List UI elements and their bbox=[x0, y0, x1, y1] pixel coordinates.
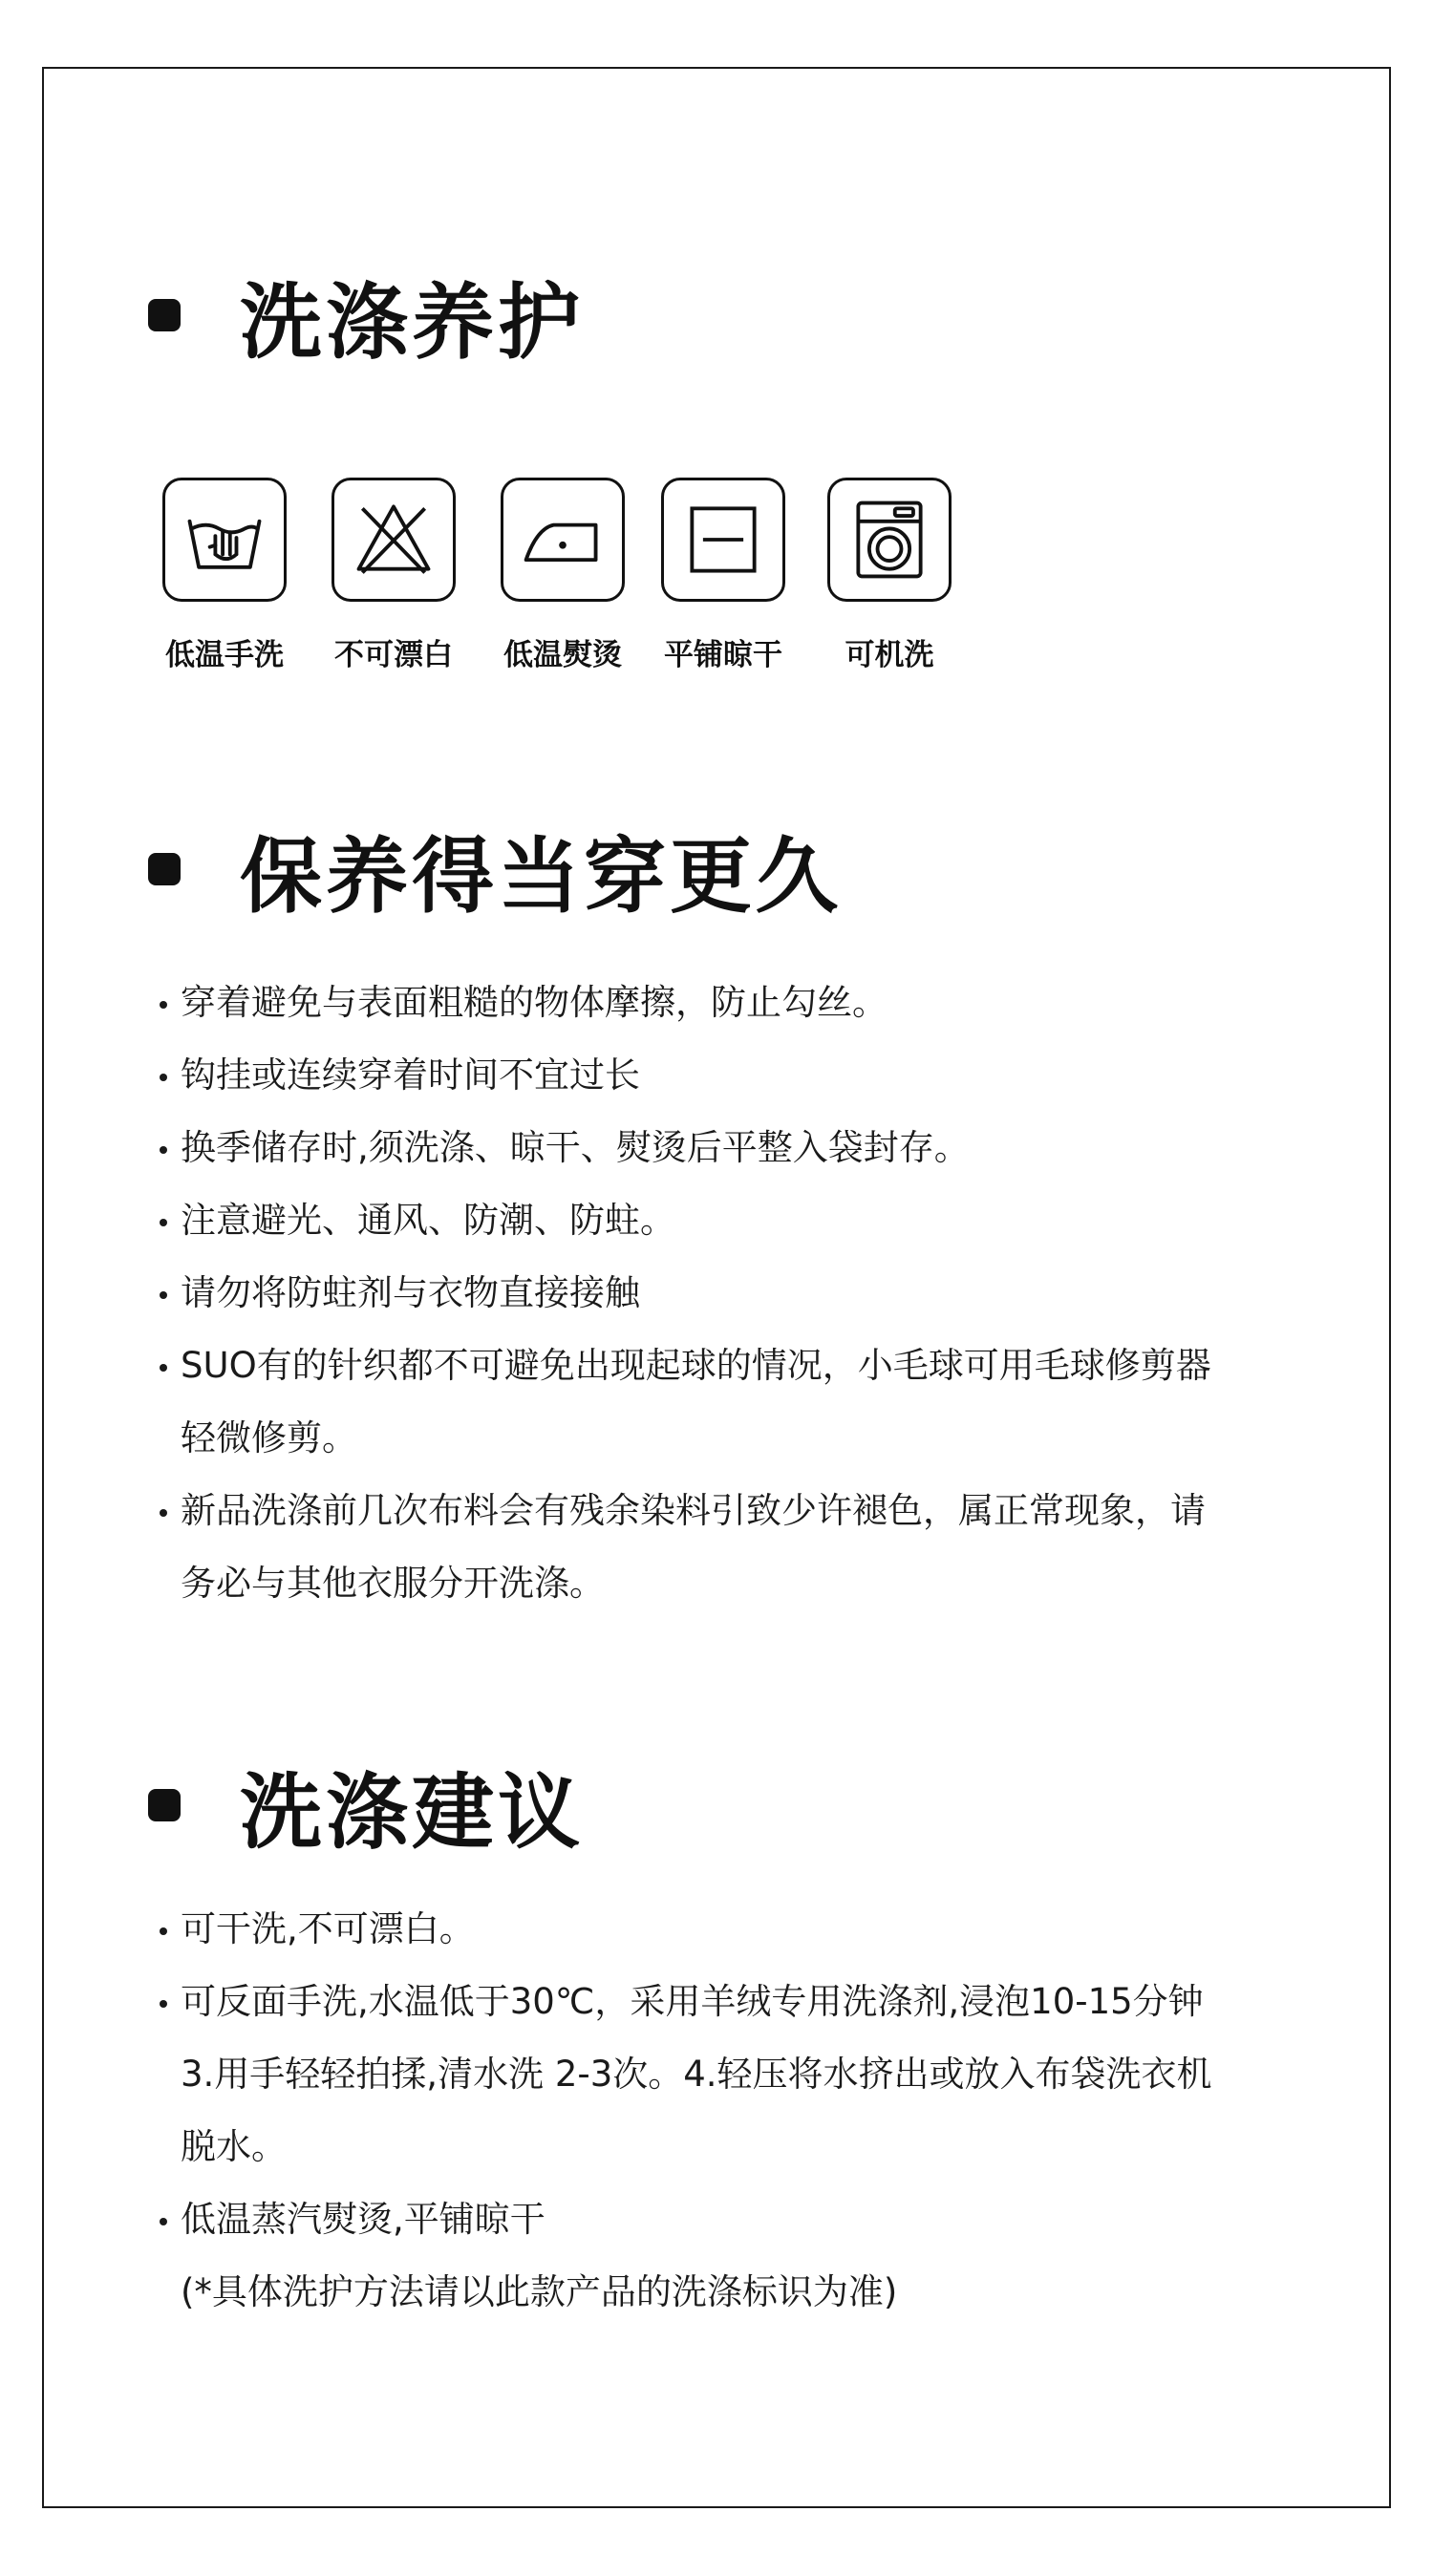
title-bullet bbox=[148, 853, 181, 885]
list-item: 注意避光、通风、防潮、防蛀。 bbox=[158, 1184, 1222, 1257]
advice-note: (*具体洗护方法请以此款产品的洗涤标识为准) bbox=[181, 2271, 898, 2312]
title-bullet bbox=[148, 1789, 181, 1821]
title-bullet bbox=[148, 299, 181, 331]
low-iron-icon bbox=[501, 478, 625, 602]
list-item: 穿着避免与表面粗糙的物体摩擦，防止勾丝。 bbox=[158, 967, 1222, 1039]
flat-dry-icon bbox=[661, 478, 785, 602]
list-item: 换季储存时,须洗涤、晾干、熨烫后平整入袋封存。 bbox=[158, 1112, 1222, 1184]
care-title-text: 洗涤养护 bbox=[240, 275, 584, 371]
maintenance-title-text: 保养得当穿更久 bbox=[240, 829, 842, 925]
care-section-title bbox=[148, 263, 584, 371]
list-item: 钩挂或连续穿着时间不宜过长 bbox=[158, 1039, 1222, 1112]
list-item: SUO有的针织都不可避免出现起球的情况，小毛球可用毛球修剪器轻微修剪。 bbox=[158, 1330, 1222, 1475]
list-item: 可反面手洗,水温低于30℃，采用羊绒专用洗涤剂,浸泡10-15分钟3.用手轻轻拍揉,清水洗 2-3次。4.轻压将水挤出或放入布袋洗衣机脱水。 bbox=[158, 1966, 1222, 2183]
advice-section-title bbox=[148, 1753, 584, 1861]
advice-title-text: 洗涤建议 bbox=[240, 1765, 584, 1861]
machine-wash-icon bbox=[827, 478, 952, 602]
maintenance-list bbox=[158, 967, 1222, 1620]
flat-dry-label: 平铺晾干 bbox=[664, 638, 782, 672]
list-item: 可干洗,不可漂白。 bbox=[158, 1893, 1222, 1966]
no-bleach-label: 不可漂白 bbox=[334, 638, 453, 672]
list-item: 请勿将防蛀剂与衣物直接接触 bbox=[158, 1257, 1222, 1330]
hand-wash-icon bbox=[162, 478, 287, 602]
machine-wash-label: 可机洗 bbox=[845, 638, 934, 672]
low-iron-label: 低温熨烫 bbox=[503, 638, 622, 672]
no-bleach-icon bbox=[332, 478, 456, 602]
hand-wash-label: 低温手洗 bbox=[165, 638, 284, 672]
maintenance-section-title bbox=[148, 817, 842, 925]
advice-list bbox=[158, 1893, 1222, 2329]
list-item: 新品洗涤前几次布料会有残余染料引致少许褪色，属正常现象，请务必与其他衣服分开洗涤。 bbox=[158, 1475, 1222, 1620]
list-item: 低温蒸汽熨烫,平铺晾干 bbox=[158, 2183, 1222, 2256]
